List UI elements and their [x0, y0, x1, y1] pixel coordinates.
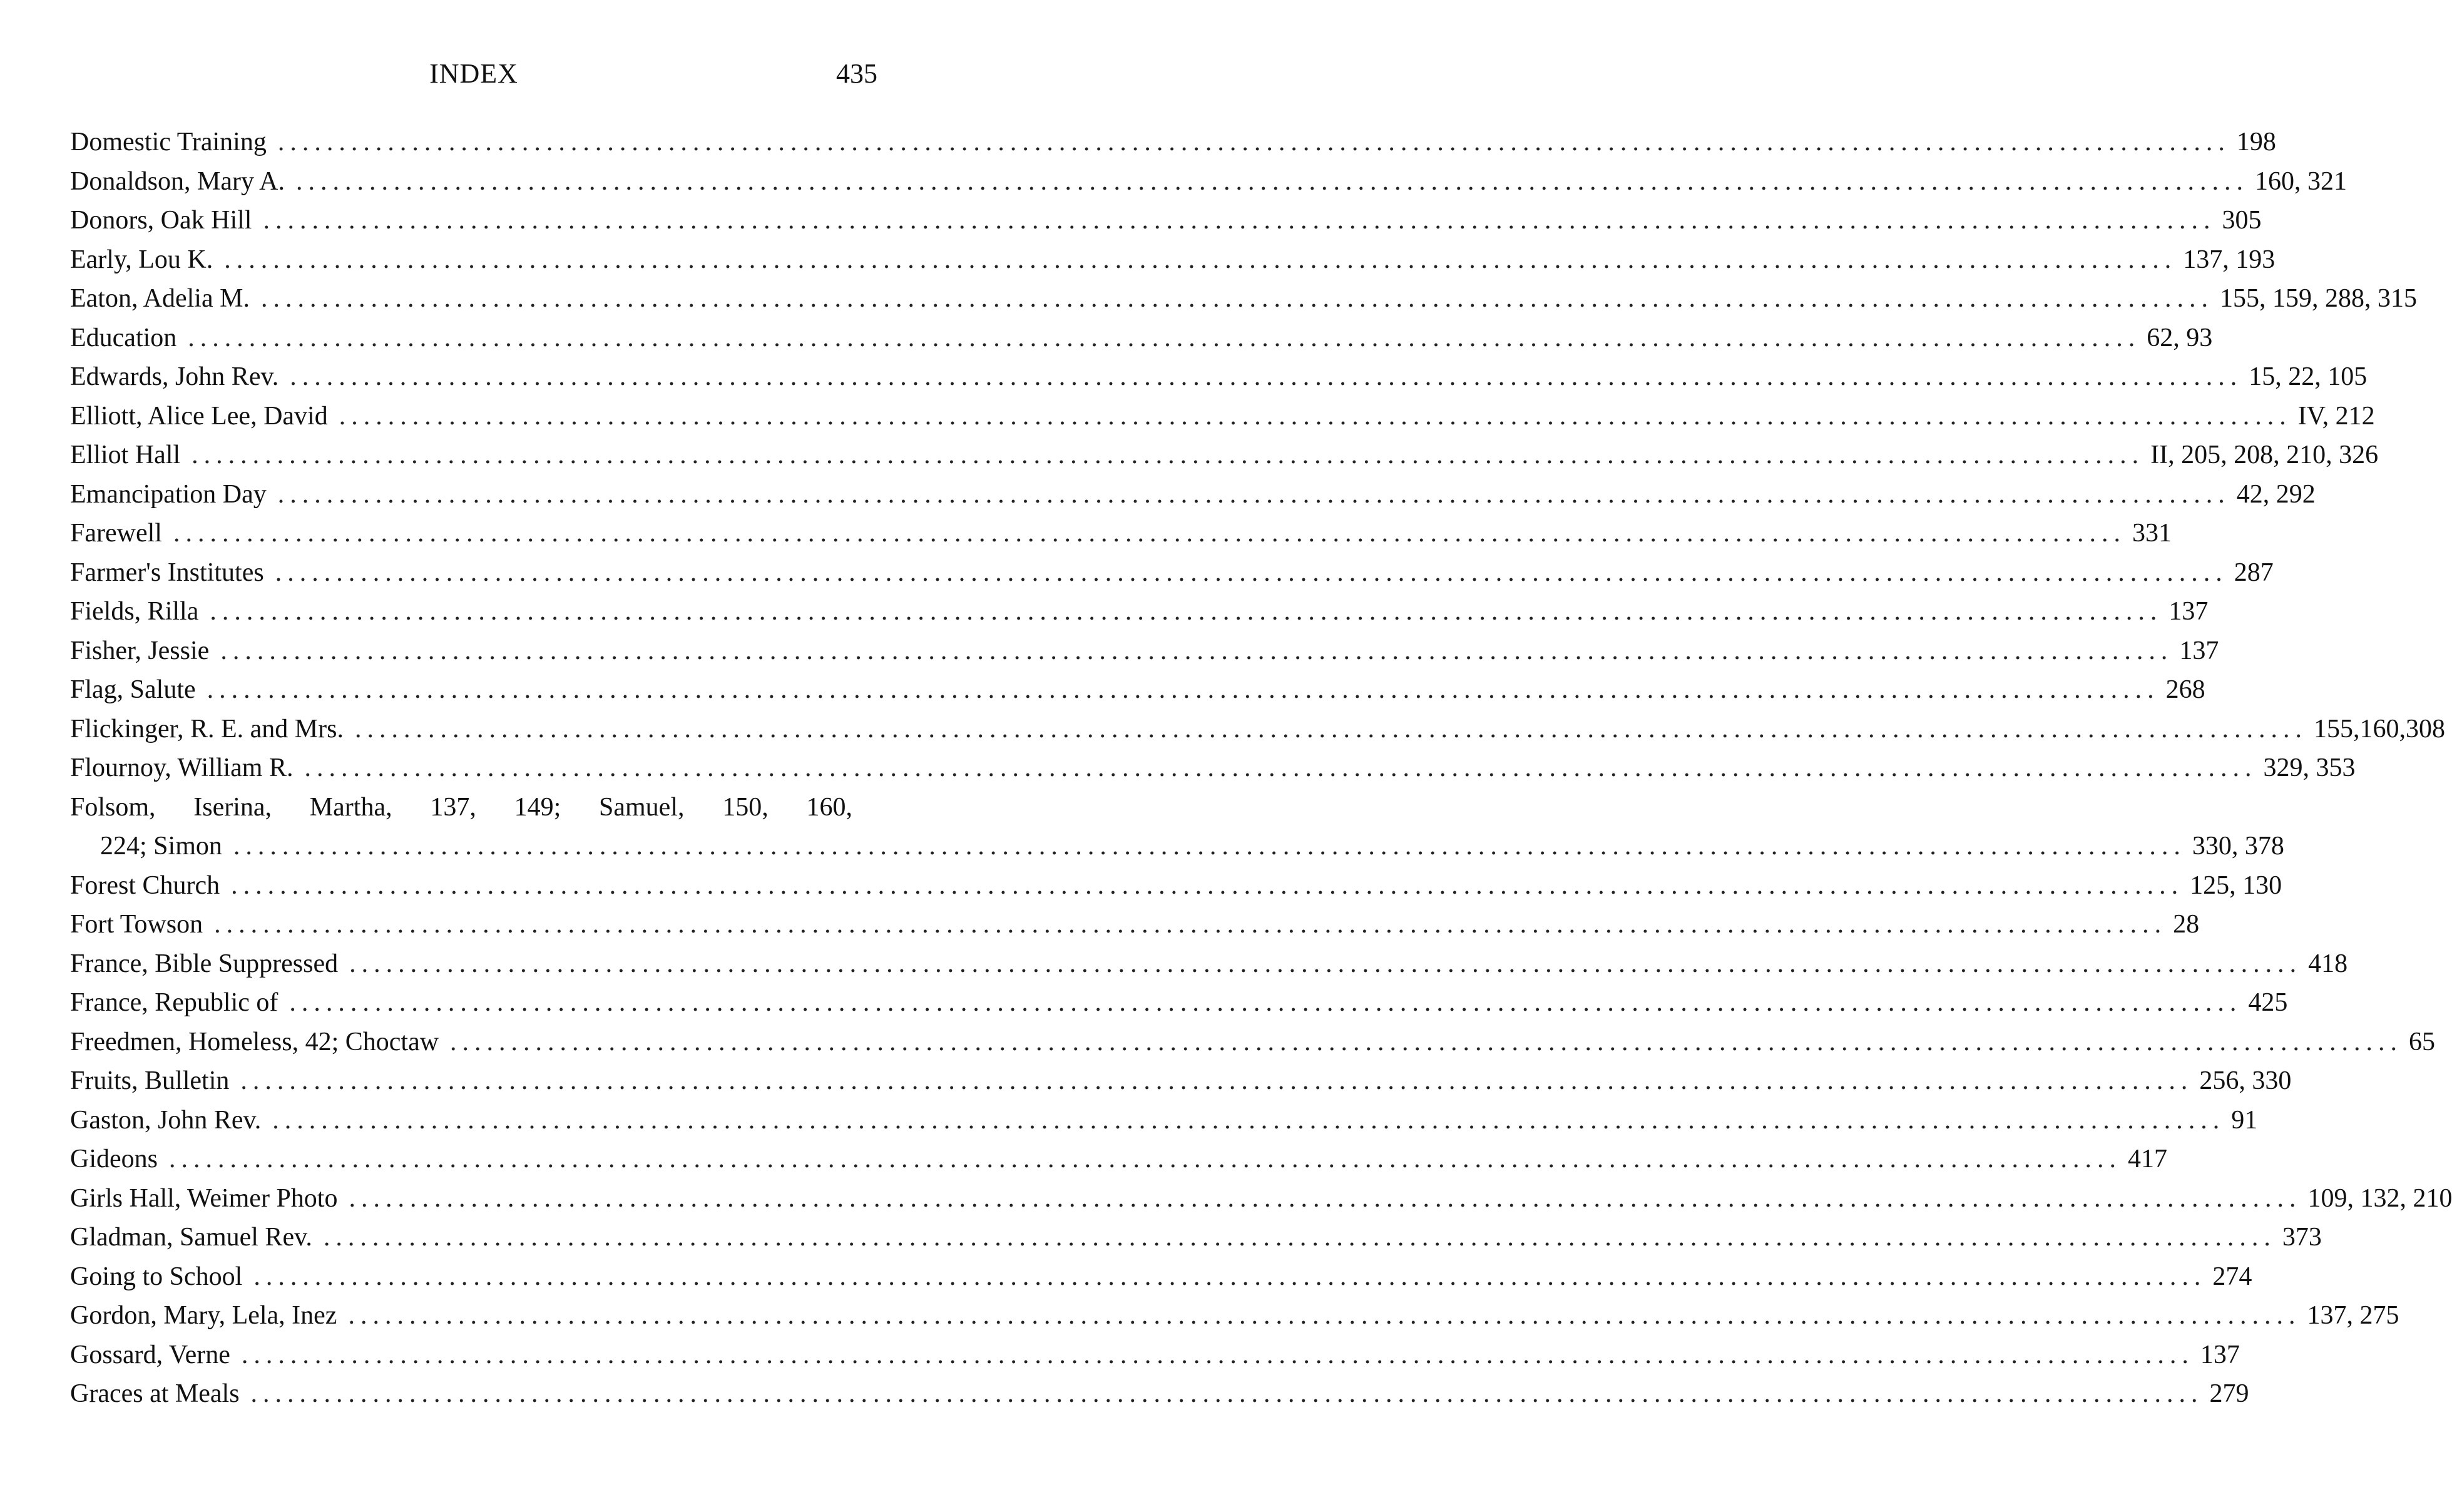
index-entry: [70, 1336, 2240, 1375]
dot-leader: ................................................................................................................................................................: [290, 362, 2243, 391]
entry-pages: 198: [2236, 128, 2276, 156]
entry-name: Domestic Training: [70, 128, 267, 156]
index-entry: [70, 279, 2417, 319]
entry-pages: 274: [2212, 1262, 2252, 1291]
entry-name: 224; Simon: [100, 832, 222, 861]
dot-leader: ................................................................................................................................................................: [354, 714, 2307, 743]
index-entry: [70, 436, 2379, 475]
entry-name: Early, Lou K.: [70, 245, 213, 274]
index-entry: [70, 319, 2213, 358]
entry-pages: 287: [2234, 558, 2274, 587]
index-entry: [70, 1140, 2167, 1179]
entry-pages: IV, 212: [2297, 401, 2375, 431]
entry-name: France, Bible Suppressed: [70, 949, 339, 978]
index-entry: [70, 1023, 2436, 1062]
entry-name: Donaldson, Mary A.: [70, 166, 285, 196]
entry-name: Flickinger, R. E. and Mrs.: [70, 714, 344, 743]
page-header: [70, 55, 877, 93]
entry-name: France, Republic of: [70, 988, 278, 1017]
entry-name: Edwards, John Rev.: [70, 362, 279, 391]
entry-name: Flag, Salute: [70, 675, 196, 704]
entry-pages: 305: [2222, 206, 2262, 235]
index-entry: [70, 357, 2368, 397]
entry-pages: 418: [2308, 949, 2348, 978]
dot-leader: ................................................................................................................................................................: [241, 1340, 2194, 1369]
dot-leader: ................................................................................................................................................................: [277, 128, 2230, 156]
entry-pages: 137: [2179, 636, 2219, 665]
index-entry-multiline-start: [70, 788, 879, 827]
entry-pages: II, 205, 208, 210, 326: [2150, 441, 2379, 469]
index-entry: [70, 1374, 2249, 1414]
entry-pages: 109, 132, 210: [2307, 1183, 2452, 1213]
index-entry: [70, 631, 2219, 671]
dot-leader: ................................................................................................................................................................: [169, 1145, 2122, 1173]
entry-pages: 329, 353: [2263, 753, 2356, 782]
dot-leader: ................................................................................................................................................................: [233, 832, 2186, 861]
entry-name: Farewell: [70, 519, 162, 548]
entry-pages: 279: [2209, 1379, 2249, 1408]
entry-name: Folsom, Iserina, Martha, 137, 149; Samuel, 150, 160,: [70, 792, 852, 822]
dot-leader: ................................................................................................................................................................: [272, 1105, 2225, 1135]
entry-name: Girls Hall, Weimer Photo: [70, 1183, 338, 1213]
index-entry: [70, 553, 2274, 593]
entry-name: Graces at Meals: [70, 1379, 240, 1408]
entry-pages: 331: [2132, 519, 2172, 548]
dot-leader: ................................................................................................................................................................: [348, 1301, 2301, 1330]
dot-leader: ................................................................................................................................................................: [339, 401, 2292, 431]
entry-name: Forest Church: [70, 871, 220, 900]
dot-leader: ................................................................................................................................................................: [289, 988, 2242, 1017]
entry-name: Fruits, Bulletin: [70, 1066, 230, 1095]
index-entry: [70, 710, 2445, 749]
dot-leader: ................................................................................................................................................................: [253, 1262, 2207, 1291]
entry-pages: 125, 130: [2190, 871, 2282, 900]
index-list: [70, 123, 2452, 1414]
index-entry: [70, 514, 2172, 553]
entry-pages: 268: [2165, 675, 2205, 704]
dot-leader: ................................................................................................................................................................: [210, 597, 2163, 626]
dot-leader: ................................................................................................................................................................: [275, 558, 2228, 587]
index-entry: [70, 944, 2348, 984]
index-entry: [70, 201, 2262, 240]
entry-pages: 137, 275: [2307, 1301, 2399, 1330]
entry-pages: 373: [2282, 1223, 2322, 1252]
index-entry: [70, 866, 2282, 906]
entry-pages: 62, 93: [2147, 323, 2213, 352]
entry-name: Gossard, Verne: [70, 1340, 230, 1369]
index-entry: [70, 1218, 2322, 1257]
entry-name: Emancipation Day: [70, 479, 267, 509]
dot-leader: ................................................................................................................................................................: [207, 675, 2160, 704]
index-entry: [70, 123, 2276, 162]
entry-name: Eaton, Adelia M.: [70, 284, 250, 313]
index-entry: [70, 1179, 2452, 1218]
entry-pages: 137, 193: [2183, 245, 2276, 274]
entry-pages: 28: [2173, 910, 2200, 939]
index-entry: [70, 1257, 2252, 1297]
dot-leader: ................................................................................................................................................................: [173, 519, 2126, 548]
dot-leader: ................................................................................................................................................................: [450, 1027, 2403, 1056]
page-title: INDEX: [429, 58, 518, 89]
entry-name: Gideons: [70, 1145, 158, 1173]
entry-pages: 91: [2231, 1105, 2258, 1135]
entry-pages: 256, 330: [2199, 1066, 2292, 1095]
dot-leader: ................................................................................................................................................................: [277, 479, 2230, 509]
entry-pages: 137: [2168, 597, 2209, 626]
index-entry: [70, 905, 2200, 944]
entry-name: Freedmen, Homeless, 42; Choctaw: [70, 1027, 439, 1056]
dot-leader: ................................................................................................................................................................: [323, 1223, 2276, 1252]
dot-leader: ................................................................................................................................................................: [349, 949, 2302, 978]
index-entry: [70, 983, 2288, 1023]
dot-leader: ................................................................................................................................................................: [240, 1066, 2194, 1095]
dot-leader: ................................................................................................................................................................: [224, 245, 2177, 274]
entry-pages: 417: [2128, 1145, 2167, 1173]
index-entry: [70, 162, 2347, 202]
dot-leader: ................................................................................................................................................................: [220, 636, 2174, 665]
index-entry: [70, 397, 2375, 436]
entry-pages: 137: [2200, 1340, 2240, 1369]
entry-name: Flournoy, William R.: [70, 753, 294, 782]
index-entry-continuation: [70, 827, 2284, 866]
dot-leader: ................................................................................................................................................................: [263, 206, 2216, 235]
entry-pages: 425: [2248, 988, 2288, 1017]
entry-name: Donors, Oak Hill: [70, 206, 252, 235]
dot-leader: ................................................................................................................................................................: [250, 1379, 2204, 1408]
entry-name: Gordon, Mary, Lela, Inez: [70, 1301, 337, 1330]
index-entry: [70, 1061, 2292, 1101]
dot-leader: ................................................................................................................................................................: [349, 1183, 2302, 1213]
index-entry: [70, 592, 2209, 631]
entry-pages: 42, 292: [2236, 479, 2316, 509]
entry-name: Gaston, John Rev.: [70, 1105, 262, 1135]
entry-pages: 155,160,308: [2313, 714, 2445, 743]
index-entry: [70, 1101, 2258, 1140]
dot-leader: ................................................................................................................................................................: [214, 910, 2167, 939]
entry-name: Elliott, Alice Lee, David: [70, 401, 328, 431]
entry-name: Going to School: [70, 1262, 243, 1291]
dot-leader: ................................................................................................................................................................: [304, 753, 2257, 782]
entry-name: Gladman, Samuel Rev.: [70, 1223, 312, 1252]
page-number: 435: [836, 58, 877, 89]
entry-name: Fort Towson: [70, 910, 203, 939]
entry-name: Elliot Hall: [70, 441, 181, 469]
entry-name: Fields, Rilla: [70, 597, 199, 626]
index-entry: [70, 475, 2316, 514]
entry-name: Education: [70, 323, 177, 352]
entry-name: Fisher, Jessie: [70, 636, 210, 665]
entry-pages: 160, 321: [2254, 166, 2347, 196]
entry-name: Farmer's Institutes: [70, 558, 264, 587]
dot-leader: ................................................................................................................................................................: [188, 323, 2141, 352]
dot-leader: ................................................................................................................................................................: [260, 284, 2214, 313]
entry-pages: 155, 159, 288, 315: [2219, 284, 2417, 313]
index-entry: [70, 240, 2276, 280]
dot-leader: ................................................................................................................................................................: [231, 871, 2184, 900]
entry-pages: 330, 378: [2192, 832, 2284, 861]
entry-pages: 65: [2409, 1027, 2436, 1056]
dot-leader: ................................................................................................................................................................: [192, 441, 2145, 469]
index-entry: [70, 748, 2356, 788]
entry-pages: 15, 22, 105: [2249, 362, 2368, 391]
dot-leader: ................................................................................................................................................................: [295, 166, 2249, 196]
index-entry: [70, 1296, 2399, 1336]
index-entry: [70, 670, 2205, 710]
